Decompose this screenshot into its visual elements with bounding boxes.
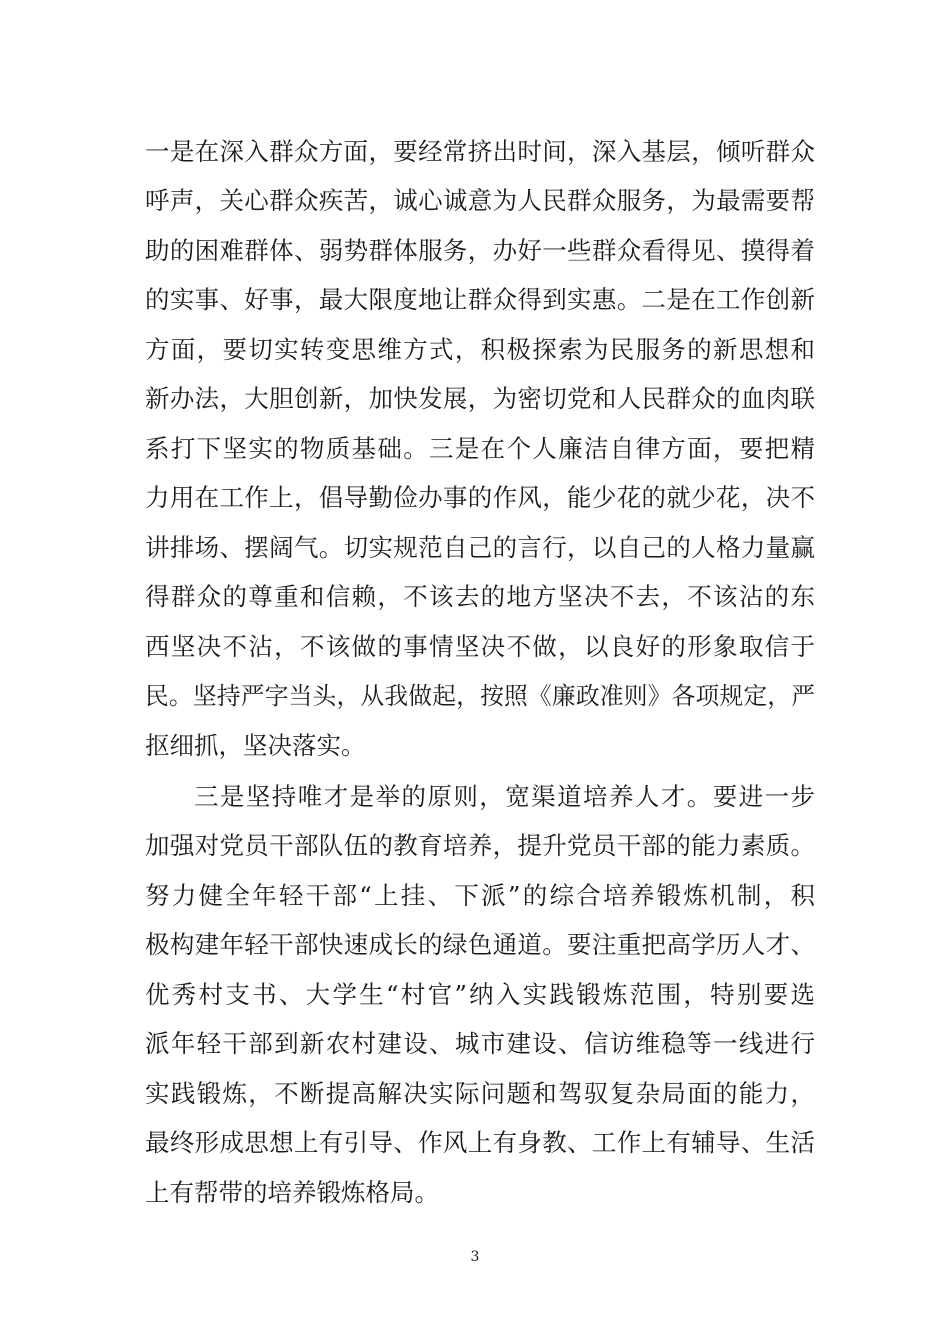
paragraph-1-line-7: 系打下坚实的物质基础。三是在个人廉洁自律方面，要把精 xyxy=(145,434,815,463)
paragraph-1-line-8: 力用在工作上，倡导勤俭办事的作风，能少花的就少花，决不 xyxy=(145,483,815,512)
page-number: 3 xyxy=(470,1249,480,1265)
paragraph-2-line-3: 努力健全年轻干部“上挂、下派”的综合培养锻炼机制，积 xyxy=(145,881,815,910)
paragraph-2-line-9: 上有帮带的培养锻炼格局。 xyxy=(145,1178,439,1207)
paragraph-2-line-1: 三是坚持唯才是举的原则，宽渠道培养人才。要进一步 xyxy=(194,782,815,811)
paragraph-1-line-5: 方面，要切实转变思维方式，积极探索为民服务的新思想和 xyxy=(145,335,815,364)
paragraph-2-line-4: 极构建年轻干部快速成长的绿色通道。要注重把高学历人才、 xyxy=(145,930,815,959)
paragraph-1-line-4: 的实事、好事，最大限度地让群众得到实惠。二是在工作创新 xyxy=(145,285,815,314)
paragraph-1-line-3: 助的困难群体、弱势群体服务，办好一些群众看得见、摸得着 xyxy=(145,236,815,265)
paragraph-2-line-8: 最终形成思想上有引导、作风上有身教、工作上有辅导、生活 xyxy=(145,1128,815,1157)
paragraph-2-line-2: 加强对党员干部队伍的教育培养，提升党员干部的能力素质。 xyxy=(145,831,815,860)
paragraph-1-line-13: 抠细抓，坚决落实。 xyxy=(145,731,366,760)
paragraph-2-line-6: 派年轻干部到新农村建设、城市建设、信访维稳等一线进行 xyxy=(145,1029,815,1058)
paragraph-1-line-2: 呼声，关心群众疾苦，诚心诚意为人民群众服务，为最需要帮 xyxy=(145,186,815,215)
paragraph-2-line-7: 实践锻炼，不断提高解决实际问题和驾驭复杂局面的能力， xyxy=(145,1079,815,1108)
paragraph-2-line-5: 优秀村支书、大学生“村官”纳入实践锻炼范围，特别要选 xyxy=(145,980,815,1009)
paragraph-1-line-9: 讲排场、摆阔气。切实规范自己的言行，以自己的人格力量赢 xyxy=(145,533,815,562)
paragraph-1-line-1: 一是在深入群众方面，要经常挤出时间，深入基层，倾听群众 xyxy=(145,137,815,166)
paragraph-1-line-11: 西坚决不沾，不该做的事情坚决不做，以良好的形象取信于 xyxy=(145,632,815,661)
paragraph-1-line-12: 民。坚持严字当头，从我做起，按照《廉政准则》各项规定，严 xyxy=(145,682,815,710)
paragraph-1-line-6: 新办法，大胆创新，加快发展，为密切党和人民群众的血肉联 xyxy=(145,384,815,413)
paragraph-1-line-10: 得群众的尊重和信赖，不该去的地方坚决不去，不该沾的东 xyxy=(145,582,815,611)
